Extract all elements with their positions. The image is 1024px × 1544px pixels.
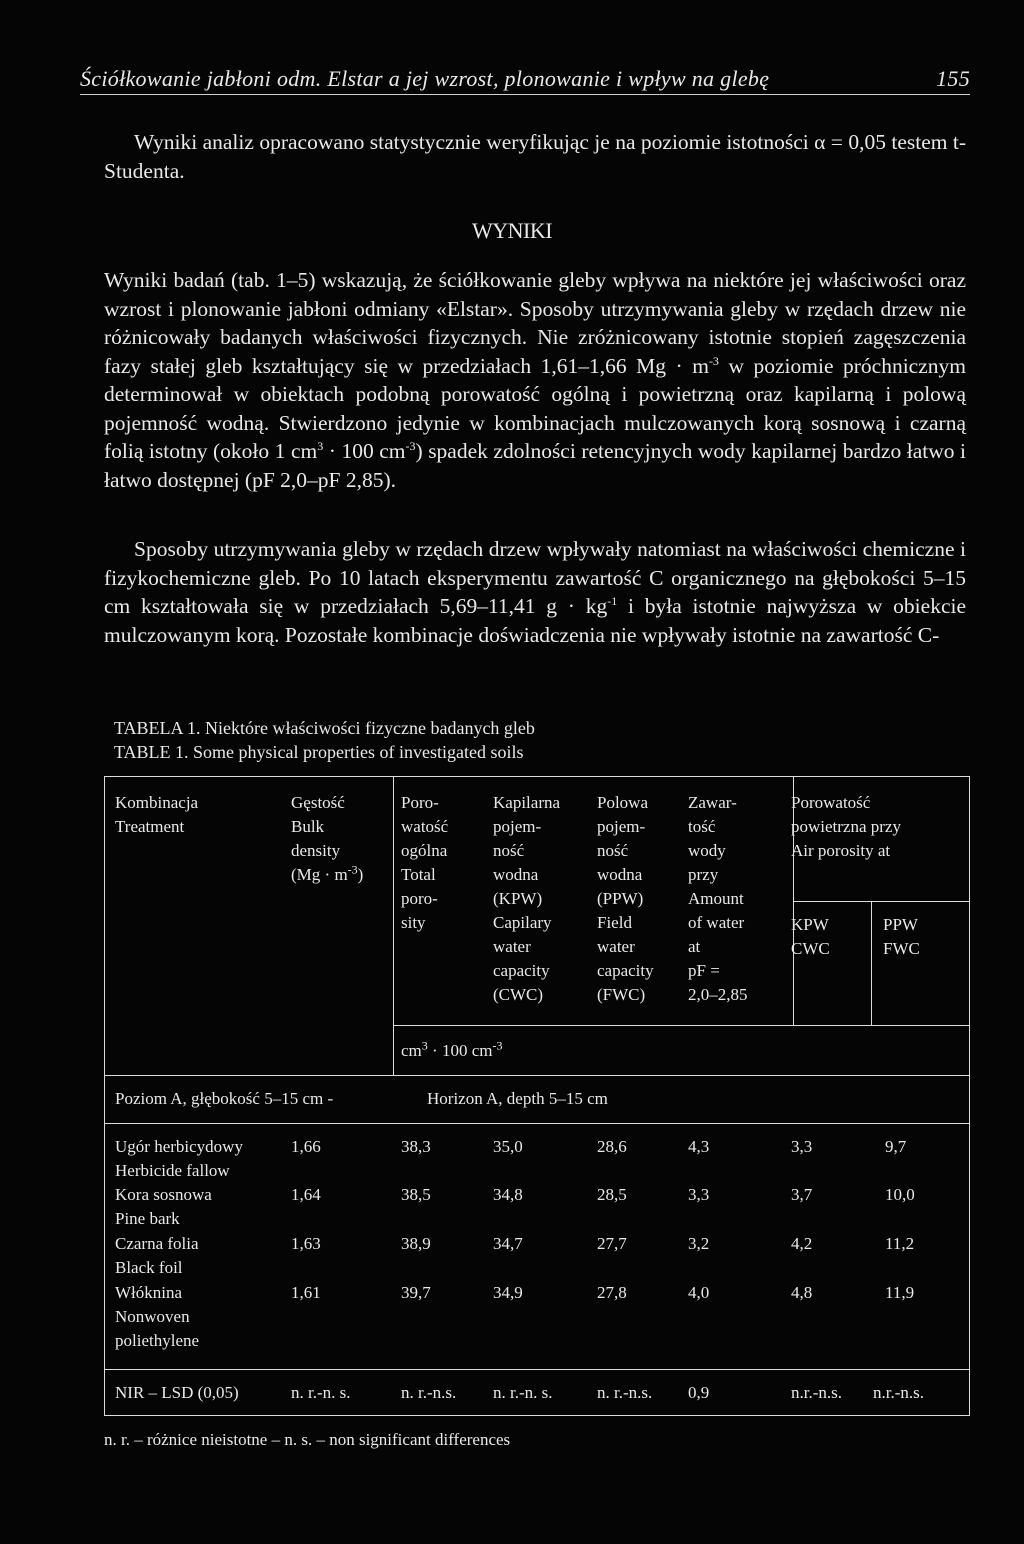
cell-kpw: n. r.-n. s. (493, 1383, 553, 1402)
cell-total-porosity: 38,5 (401, 1185, 431, 1204)
soil-properties-table (104, 776, 970, 1416)
cell-water: 4,0 (688, 1283, 710, 1302)
cell-air-kpw: 4,8 (791, 1283, 813, 1302)
header-total-porosity: Poro- watość ogólna Total poro- sity (401, 793, 449, 932)
cell-air-kpw: 4,2 (791, 1234, 813, 1253)
cell-air-ppw: 11,2 (885, 1234, 915, 1253)
cell-air-kpw: 3,7 (791, 1185, 813, 1204)
section-title: WYNIKI (471, 218, 553, 243)
cell-air-ppw: n.r.-n.s. (873, 1383, 924, 1402)
cell-ppw: 27,7 (597, 1234, 627, 1253)
cell-water: 3,3 (688, 1185, 710, 1204)
cell-ppw: 28,5 (597, 1185, 627, 1204)
cell-air-kpw: 3,3 (791, 1137, 813, 1156)
row-treatment: Ugór herbicydowy Herbicide fallow (115, 1137, 243, 1180)
table-caption-en: TABLE 1. Some physical properties of investigated soils (114, 742, 524, 762)
cell-density: 1,66 (291, 1137, 321, 1156)
cell-total-porosity: n. r.-n.s. (401, 1383, 457, 1402)
cell-density: 1,63 (291, 1234, 321, 1253)
cell-air-kpw: n.r.-n.s. (791, 1383, 842, 1402)
running-title: Ściółkowanie jabłoni odm. Elstar a jej wzrost, plonowanie i wpływ na glebę (80, 66, 770, 91)
header-treatment: Kombinacja Treatment (115, 793, 199, 836)
cell-density: n. r.-n. s. (291, 1383, 351, 1402)
header-density: Gęstość Bulk density $(Mg \cdot m^{-3})$ (291, 793, 364, 884)
header-units: $cm^3 \cdot 100$ $cm^{-3}$ (401, 1038, 503, 1060)
cell-water: 4,3 (688, 1137, 710, 1156)
cell-density: 1,64 (291, 1185, 321, 1204)
cell-ppw: 27,8 (597, 1283, 627, 1302)
cell-water: 3,2 (688, 1234, 710, 1253)
table-footnote: n. r. – różnice nieistotne – n. s. – non significant differences (104, 1430, 511, 1449)
horizon-label-en: Horizon A, depth 5–15 cm (427, 1089, 608, 1108)
horizon-label: Poziom A, głębokość 5–15 cm - (115, 1089, 334, 1108)
results-paragraph-1: Wyniki badań (tab. 1–5) wskazują, że ściółkowanie gleby wpływa na niektóre jej właściwości oraz wzrost i plonowanie jabłoni odmiany «Elstar». Sposoby utrzymywania gleby w rzędach drzew nie różnicowały badanych właściwości fizycznych. Nie zróżnicowany istotnie stopień zagęszczenia fazy stałej gleb kształtujący się w przedziałach 1,61–1,66 $Mg \cdot m^{-3}$ w poziomie próchnicznym determinował w obiektach podobną porowatość ogólną i powietrzną oraz kapilarną i polową pojemność wodną. Stwierdzono jedynie w kombinacjach mulczowanych korą sosnową i czarną folią istotny (około 1 $cm^3 \cdot 100$ $cm^{-3}$) spadek zdolności retencyjnych wody kapilarnej bardzo łatwo i łatwo dostępnej (pF 2,0–pF 2,85). (104, 268, 966, 492)
table-caption-pl: TABELA 1. Niektóre właściwości fizyczne badanych gleb (114, 718, 535, 738)
cell-kpw: 35,0 (493, 1137, 523, 1156)
header-air-kpw: KPW CWC (791, 915, 830, 958)
intro-paragraph: Wyniki analiz opracowano statystycznie weryfikując je na poziomie istotności α = 0,05 testem t-Studenta. (104, 130, 966, 183)
row-treatment: Włóknina Nonwoven poliethylene (115, 1283, 200, 1350)
cell-ppw: 28,6 (597, 1137, 627, 1156)
results-paragraph-2: Sposoby utrzymywania gleby w rzędach drzew wpływały natomiast na właściwości chemiczne i fizykochemiczne gleb. Po 10 latach eksperymentu zawartość C organicznego na głębokości 5–15 cm kształtowała się w przedziałach 5,69–11,41 $g \cdot kg^{-1}$ i była istotnie najwyższa w obiekcie mulczowanym korą. Pozostałe kombinacje doświadczenia nie wpływały istotnie na zawartość C- (104, 537, 967, 647)
cell-water: 0,9 (688, 1383, 710, 1402)
cell-total-porosity: 39,7 (401, 1283, 431, 1302)
cell-total-porosity: 38,9 (401, 1234, 431, 1253)
cell-kpw: 34,7 (493, 1234, 523, 1253)
cell-total-porosity: 38,3 (401, 1137, 431, 1156)
page-number: 155 (936, 66, 970, 91)
cell-density: 1,61 (291, 1283, 321, 1302)
header-air-porosity: Porowatość powietrzna przy Air porosity at (791, 793, 901, 860)
header-ppw: Polowa pojem- ność wodna (PPW) Field water capacity (FWC) (597, 793, 654, 1004)
cell-kpw: 34,8 (493, 1185, 523, 1204)
cell-air-ppw: 10,0 (885, 1185, 915, 1204)
header-water-content: Zawar- tość wody przy Amount of water at pF = 2,0–2,85 (688, 793, 748, 1004)
header-air-ppw: PPW FWC (883, 915, 920, 958)
row-treatment: NIR – LSD (0,05) (115, 1383, 239, 1402)
cell-ppw: n. r.-n.s. (597, 1383, 653, 1402)
running-header (80, 66, 970, 95)
cell-air-ppw: 11,9 (885, 1283, 915, 1302)
row-treatment: Czarna folia Black foil (115, 1234, 199, 1277)
row-treatment: Kora sosnowa Pine bark (115, 1185, 212, 1228)
cell-kpw: 34,9 (493, 1283, 523, 1302)
header-kpw: Kapilarna pojem- ność wodna (KPW) Capilary water capacity (CWC) (493, 793, 561, 1004)
cell-air-ppw: 9,7 (885, 1137, 907, 1156)
